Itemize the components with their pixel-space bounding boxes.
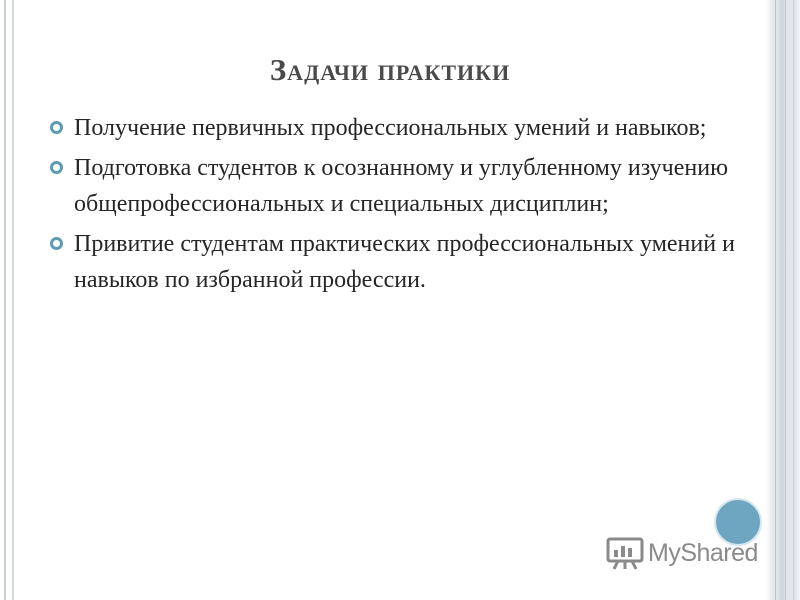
bullet-circle-icon bbox=[50, 121, 63, 134]
bullet-item bbox=[50, 110, 750, 146]
slide-title bbox=[0, 52, 780, 88]
right-decor-line bbox=[785, 0, 786, 600]
bullet-item bbox=[50, 226, 750, 298]
bullet-circle-icon bbox=[50, 237, 63, 250]
bullet-text: Получение первичных профессиональных умений и навыков; bbox=[74, 115, 707, 141]
bullet-text: Привитие студентам практических профессиональных умений и навыков по избранной профессии. bbox=[74, 231, 735, 293]
watermark bbox=[606, 536, 758, 570]
watermark-text: MyShared bbox=[648, 538, 758, 567]
presentation-board-icon bbox=[606, 536, 644, 570]
left-border-line bbox=[12, 0, 14, 600]
right-decor-strip bbox=[766, 0, 800, 600]
bullet-list bbox=[50, 110, 750, 302]
bullet-item bbox=[50, 150, 750, 222]
bullet-circle-icon bbox=[50, 161, 63, 174]
slide-title-text: Задачи практики bbox=[269, 52, 511, 87]
bullet-text: Подготовка студентов к осознанному и углубленному изучению общепрофессиональных и специальных дисциплин; bbox=[74, 155, 729, 217]
right-decor-line bbox=[775, 0, 776, 600]
left-border-line bbox=[4, 0, 6, 600]
right-decor-line bbox=[793, 0, 794, 600]
